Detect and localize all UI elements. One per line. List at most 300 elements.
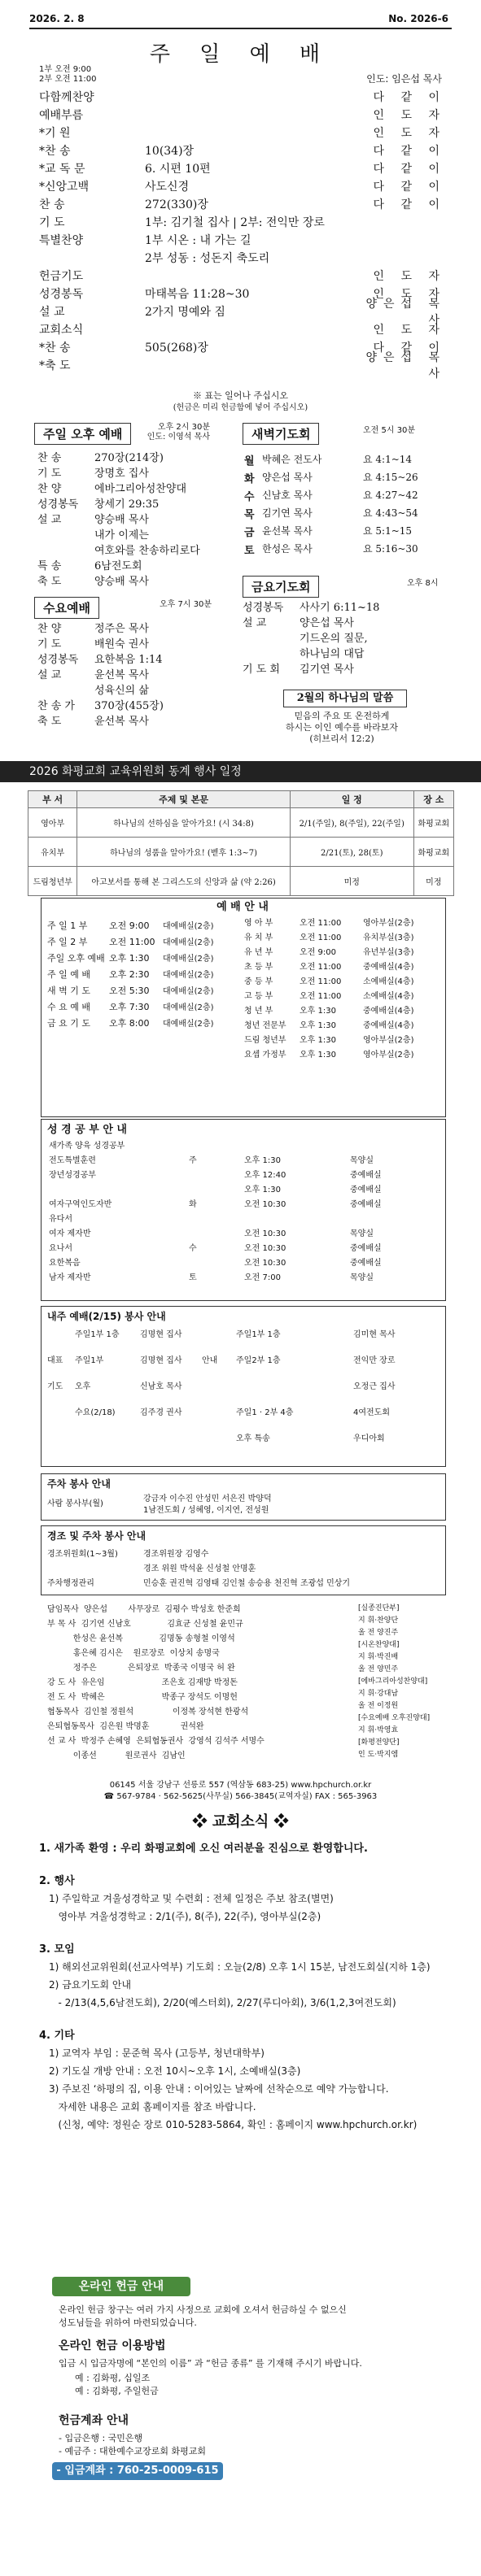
edu-cell: 하나님의 선하심을 알아가요! (시 34:8) [77,808,291,838]
study-place: 중예배실 [350,1244,382,1253]
parking-line-2: 1남전도회 / 성혜영, 이지연, 전성원 [143,1506,269,1515]
schedule-dept-place: 소예배실(4층) [363,992,414,1001]
item-value: 사사기 6:11~18 [300,602,380,614]
evening-presider: 인도: 이영석 목사 [146,433,210,442]
item-value: 내가 이제는 [94,529,149,542]
study-name: 요나서 [49,1244,72,1253]
schedule-time: 오후 7:30 [109,1002,150,1012]
vol-cell: 주일2부 1층 [236,1356,281,1365]
item-value: 윤선복 목사 [94,669,149,681]
wednesday-title: 수요예배 [34,597,99,619]
list-item [37,449,225,464]
staff-right-line: 지 휘·강대남 [358,1690,399,1698]
schedule-place: 대예배실(2층) [163,971,214,980]
edu-table [28,790,454,896]
item-value: 성육신의 삶 [94,685,149,697]
wednesday-time: 오후 7시 30분 [160,600,212,609]
order-leader: 인 도 자 [373,109,446,122]
order-leader: 다 같 이 [373,91,446,104]
list-item [37,480,225,495]
order-detail: 1부: 김기철 집사 | 2부: 전익만 장로 [145,216,325,229]
study-place: 목양실 [350,1229,374,1238]
edu-row [28,808,454,838]
list-item [37,635,225,651]
study-time: 오전 10:30 [244,1244,286,1253]
parking-line-1: 강금자 이수진 안성민 서은진 박양덕 [143,1495,272,1503]
study-time: 오전 10:30 [244,1229,286,1238]
online-how-title: 온라인 헌금 이용방법 [59,2339,166,2352]
study-time: 오전 10:30 [244,1200,286,1209]
address-line-2: ☎ 567-9784 · 562-5625(사무실) 566-3845(교역자실) FAX : 565-3963 [103,1792,378,1801]
list-item [37,495,225,511]
item-key: 설 교 [37,669,62,681]
schedule-dept-place: 유치부실(3층) [363,933,414,942]
item-value: 김기연 목사 [300,664,354,676]
item-key [37,542,94,557]
staff-right-line: 인 도·박지엠 [358,1751,399,1759]
order-leader: 다 같 이 [373,163,446,176]
study-place: 목양실 [350,1156,374,1165]
order-row [39,213,446,231]
vol-cell: 김명현 집사 [140,1330,182,1339]
news-line: 3) 주보진 ‘하평의 집, 이용 안내 : 이어있는 날짜에 선착순으로 예약 가능합니다. [49,2083,389,2095]
schedule-name: 수 요 예 배 [47,1002,90,1012]
order-detail: 사도신경 [145,181,190,194]
page-title: 주 일 예 배 [149,42,332,67]
schedule-dept-time: 오전 11:00 [300,992,342,1001]
study-name: 남자 제자반 [49,1273,91,1282]
item-key: 설 교 [243,617,267,629]
item-value: 기드온의 질문, [300,633,368,645]
vol-cell: 우디아회 [353,1434,385,1443]
news-line: 1) 교역자 부임 : 문준혁 목사 (고등부, 청년대학부) [49,2047,265,2059]
news-line: 영아부 겨울성경학교 : 2/1(주), 8(주), 22(주), 영아부실(2층) [49,1911,321,1922]
item-key [37,526,94,542]
study-day: 토 [189,1273,197,1282]
study-time: 오후 1:30 [244,1186,281,1194]
vol-cell: 대표 [47,1356,63,1365]
dawn-day: 토 [244,545,255,557]
cook-value: 민승훈 권진혁 김영태 김인철 송승용 천진혁 조광섭 민상기 [143,1579,351,1588]
order-label: *찬 송 [39,145,71,158]
online-intro-2: 성도님들을 위하여 마련되었습니다. [59,2317,197,2328]
item-key: 축 도 [37,716,62,728]
list-item [243,645,430,660]
parking-title: 주차 봉사 안내 [47,1478,111,1490]
vol-cell: 김미현 목사 [353,1330,396,1339]
friday-title: 금요기도회 [243,576,319,598]
item-value: 양은섭 목사 [300,617,354,629]
schedule-name: 주일 오후 예배 [47,953,105,964]
news-line: 1) 해외선교위원회(선교사역부) 기도회 : 오늘(2/8) 오후 1시 15분, 남전도회실(지하 1층) [49,1961,431,1973]
schedule-dept-place: 영아부실(2층) [363,919,414,928]
vol-cell: 오후 [75,1382,91,1391]
vol-cell: 주일1부 1층 [236,1330,281,1339]
order-leader: 인 도 자 [373,324,446,337]
item-key: 기 도 [37,468,62,480]
order-detail: 2가지 명예와 짐 [145,306,225,319]
schedule-dept-time: 오후 1:30 [300,1036,336,1045]
schedule-dept-time: 오후 1:30 [300,1021,336,1030]
news-line: - 2/13(4,5,6남전도회), 2/20(예스터회), 2/27(루디아회), 3/6(1,2,3여전도회) [49,1997,396,2008]
online-how-1: 입금 시 입금자명에 “본인의 이름” 과 “헌금 종류” 를 기재해 주시기 바랍니다. [59,2358,362,2369]
list-item [243,629,430,645]
schedule-time: 오전 9:00 [109,920,150,931]
online-how-3: 예 : 김화평, 주일헌금 [75,2386,159,2396]
staff-right-line: 올 전 양진주 [358,1629,399,1637]
item-key: 찬 양 [37,623,62,635]
news-heading: 2. 행사 [39,1875,75,1887]
schedule-dept-place: 유년부실(3층) [363,948,414,957]
schedule-time: 오후 1:30 [109,953,150,964]
cook-label: 경조위원회(1~3월) [47,1550,118,1559]
dawn-day: 월 [244,455,255,468]
schedule-dept-place: 소예배실(4층) [363,977,414,986]
news-line: 자세한 내용은 교회 홈페이지를 참조 바랍니다. [49,2101,256,2113]
item-key: 설 교 [37,514,62,526]
online-how-2: 예 : 김화평, 십일조 [75,2373,151,2383]
item-value: 요한복음 1:14 [94,654,163,666]
edu-header: 부 서 [28,791,77,808]
staff-right-line: 올 전 이정원 [358,1702,399,1710]
dawn-day: 수 [244,491,255,503]
edu-cell: 드림청년부 [28,867,77,896]
staff-line: 담임목사 양은섭 사무장로 김평수 박성호 한준희 [47,1605,241,1614]
study-place: 목양실 [350,1273,374,1282]
study-place: 중예배실 [350,1186,382,1194]
dawn-preacher: 한성은 목사 [262,543,313,555]
dawn-day: 목 [244,509,255,521]
order-label: 다함께찬양 [39,91,94,104]
study-name: 요한복음 [49,1259,81,1268]
order-row [39,351,446,381]
dawn-day: 화 [244,473,255,485]
list-item [37,464,225,480]
study-name: 새가족 양육 성경공부 [49,1142,125,1151]
news-heading: 3. 모임 [39,1943,75,1956]
order-row [39,249,446,267]
vol-cell: 주일1 · 2부 4층 [236,1408,294,1417]
order-row [39,141,446,159]
item-value: 370장(455장) [94,700,164,712]
schedule-time: 오후 2:30 [109,969,150,980]
order-leader: 양은섭 목사 [365,298,446,327]
item-value: 장명호 집사 [94,468,149,480]
list-item [37,572,225,588]
item-key: 성경봉독 [37,498,79,511]
list-item [37,666,225,681]
edu-cell: 유치부 [28,838,77,867]
parking-label: 사람 봉사부(월) [47,1499,103,1508]
schedule-dept: 요셉 가정부 [244,1051,286,1060]
order-label: 교회소식 [39,324,84,337]
order-label: *기 원 [39,127,71,140]
staff-right-line: [수요예배 오후진양대] [358,1714,431,1722]
schedule-dept-place: 영아부실(2층) [363,1051,414,1060]
order-row [39,195,446,213]
order-leader: 인 도 자 [373,127,446,140]
order-detail: 마태복음 11:28~30 [145,288,250,301]
staff-right-line: 지 휘·찬양단 [358,1617,399,1625]
edu-cell: 2/1(주일), 8(주일), 22(주일) [290,808,413,838]
schedule-dept-time: 오전 11:00 [300,963,342,972]
bulletin-date: 2026. 2. 8 [29,13,85,24]
schedule-dept-place: 중예배실(4층) [363,1021,414,1030]
edu-row [28,867,454,896]
order-note-2: (헌금은 미리 헌금함에 넣어 주십시오) [173,403,308,412]
staff-right-line: 지 휘·박진배 [358,1653,399,1661]
item-key: 축 도 [37,576,62,588]
study-name: 여자구역인도자반 [49,1200,112,1209]
verse-ref: (히브리서 12:2) [309,733,374,744]
order-label: *신앙고백 [39,181,90,194]
vol-cell: 주일1부 [75,1356,104,1365]
staff-line: 선 교 사 박정주 손혜영 은퇴협동권사 강영석 김석주 서명수 [47,1737,265,1746]
schedule-dept-time: 오전 11:00 [300,977,342,986]
edu-row [28,838,454,867]
edu-cell: 화평교회 [413,808,453,838]
staff-line: 이종선 원로권사 김남인 [47,1751,186,1760]
order-row [39,88,446,106]
evening-title: 주일 오후 예배 [34,423,131,445]
study-name: 장년성경공부 [49,1171,96,1180]
item-key: 찬 송 가 [37,700,75,712]
schedule-name: 주 일 2 부 [47,937,88,947]
order-row [39,159,446,177]
list-item [243,598,430,614]
item-key: 찬 송 [37,452,62,464]
item-value: 하나님의 대답 [300,648,365,660]
vol-cell: 전익만 장로 [353,1356,396,1365]
order-row [39,320,446,338]
order-row [39,231,446,249]
staff-line: 협동목사 김인철 정원석 이정복 장석현 한광석 [47,1708,249,1717]
item-value: 정주은 목사 [94,623,149,635]
presider: 인도: 임은섭 목사 [366,73,442,85]
verse-title: 2월의 하나님의 말씀 [283,690,407,707]
order-detail: 6. 시편 10편 [145,163,211,176]
schedule-time: 오전 11:00 [109,937,155,947]
study-day: 주 [189,1156,197,1165]
list-item [37,557,225,572]
schedule-name: 금 요 기 도 [47,1018,90,1029]
dawn-text: 요 5:16~30 [363,543,418,555]
order-label: 찬 송 [39,198,65,211]
study-name: 전도특별훈련 [49,1156,96,1165]
staff-right-line: [화평전양단] [358,1738,400,1747]
list-item [37,526,225,542]
cook-title: 경조 및 주차 봉사 안내 [47,1530,146,1542]
order-leader: 인 도 자 [373,288,446,301]
staff-right-line: 지 휘·박영효 [358,1726,399,1734]
study-time: 오후 12:40 [244,1171,286,1180]
order-leader: 다 같 이 [373,198,446,211]
order-row [39,177,446,195]
edu-cell: 미정 [413,867,453,896]
vol-cell: 수요(2/18) [75,1408,116,1417]
list-item [37,651,225,666]
item-key: 성경봉독 [243,602,284,614]
schedule-dept-place: 중예배실(4층) [363,963,414,972]
evening-time: 오후 2시 30분 [157,423,210,432]
schedule-time: 오전 5:30 [109,986,150,996]
schedule-dept-time: 오후 1:30 [300,1007,336,1016]
schedule-time: 오후 8:00 [109,1018,150,1029]
schedule-dept: 중 등 부 [244,977,273,986]
item-key: 특 송 [37,560,62,572]
bulletin-number: No. 2026-6 [388,13,448,24]
staff-right-line: 올 전 양민주 [358,1665,399,1673]
vol-cell: 김주경 권사 [140,1408,182,1417]
staff-line: 은퇴협동목사 김은원 박명훈 권석완 [47,1722,204,1731]
edu-banner: 2026 화평교회 교육위원회 동계 행사 일정 [0,761,481,782]
item-value: 윤선복 목사 [94,716,149,728]
vol-cell: 안내 [202,1356,218,1365]
order-row [39,267,446,285]
schedule-place: 대예배실(2층) [163,987,214,996]
news-title: ❖ 교회소식 ❖ [192,1813,289,1830]
item-value: 창세기 29:35 [94,498,160,511]
vol-cell: 주일1부 1층 [75,1330,120,1339]
dawn-text: 요 4:27~42 [363,490,418,501]
edu-cell: 영아부 [28,808,77,838]
order-row [39,106,446,124]
vol-title: 내주 예배(2/15) 봉사 안내 [47,1311,166,1322]
edu-header: 장 소 [413,791,453,808]
dawn-text: 요 5:1~15 [363,525,413,537]
online-acct-title: 헌금계좌 안내 [59,2414,129,2427]
order-detail: 2부 성동 : 성돈지 축도리 [145,252,270,265]
address-line-1: 06145 서울 강남구 선릉로 557 (역삼동 683-25) www.hpchurch.or.kr [109,1781,372,1790]
item-value: 6남전도회 [94,560,142,572]
staff-line: 강 도 사 유은임 조은호 김재방 박정돈 [47,1678,238,1687]
list-item [37,697,225,712]
schedule-dept-place: 중예배실(4층) [363,1007,414,1016]
news-line: (신청, 예약: 정원순 장로 010-5283-5864, 확인 : 홈페이지 www.hpchurch.or.kr) [49,2119,418,2130]
dawn-text: 요 4:43~54 [363,507,418,519]
order-label: 설 교 [39,306,65,319]
schedule-dept: 유 치 부 [244,933,273,942]
order-note: ※ 표는 일어나 주십시오 [192,390,289,401]
staff-right-line: [시온찬양대] [358,1641,400,1649]
edu-cell: 미정 [290,867,413,896]
dawn-text: 요 4:1~14 [363,454,413,465]
item-value: 270장(214장) [94,452,164,464]
study-time: 오전 7:00 [244,1273,281,1282]
list-item [37,511,225,526]
study-name: 여자 제자반 [49,1229,91,1238]
order-leader: 다 같 이 [373,145,446,158]
schedule-dept-time: 오전 11:00 [300,933,342,942]
schedule-name: 주 일 1 부 [47,920,88,931]
schedule-dept: 청 년 부 [244,1007,273,1016]
news-line: 2) 기도실 개방 안내 : 오전 10시~오후 1시, 소예배실(3층) [49,2065,301,2077]
item-value: 양승배 목사 [94,514,149,526]
item-value: 여호와를 찬송하리로다 [94,545,200,557]
online-intro-1: 온라인 헌금 창구는 여러 가지 사정으로 교회에 오셔서 헌금하실 수 없으신 [59,2304,347,2315]
news-line: 2) 금요기도회 안내 [49,1979,132,1991]
vol-cell: 오후 특송 [236,1434,270,1443]
order-label: 성경봉독 [39,288,84,301]
online-acct-2: - 예금주 : 대한예수교장로회 화평교회 [59,2446,207,2456]
order-row [39,298,446,327]
order-label: 기 도 [39,216,65,229]
study-time: 오전 10:30 [244,1259,286,1268]
study-day: 수 [189,1244,197,1253]
dawn-time: 오전 5시 30분 [363,426,416,435]
vol-cell: 4여전도회 [353,1408,391,1417]
staff-right-line: [실종진단부] [358,1604,400,1612]
staff-line: 홍은혜 김시은 원로장로 이상치 송명국 [47,1649,220,1658]
edu-cell: 하나님의 성품을 알아가요! (벧후 1:3~7) [77,838,291,867]
schedule-dept: 유 년 부 [244,948,273,957]
staff-line: 전 도 사 박혜은 박종구 장석도 이명헌 [47,1693,238,1702]
schedule-dept: 드림 청년부 [244,1036,286,1045]
order-detail: 505(268)장 [145,342,208,355]
dawn-preacher: 윤선복 목사 [262,525,313,537]
item-key: 성경봉독 [37,654,79,666]
order-detail: 272(330)장 [145,198,208,211]
cook-value: 경조 위원 박석윤 신성철 안명훈 [143,1564,256,1573]
online-acct-number: - 입금계좌 : 760-25-0009-615 [52,2462,223,2480]
cook-value: 경조위원장 김영수 [143,1550,209,1559]
list-item [37,620,225,635]
item-key [243,629,300,645]
order-detail: 10(34)장 [145,145,195,158]
vol-cell: 오정근 집사 [353,1382,396,1391]
item-key: 기 도 [37,638,62,651]
study-place: 중예배실 [350,1200,382,1209]
header-divider [29,28,452,29]
dawn-preacher: 김기연 목사 [262,507,313,519]
list-item [37,712,225,728]
news-heading: 4. 기타 [39,2030,75,2042]
list-item [243,614,430,629]
dawn-preacher: 신남호 목사 [262,490,313,501]
study-time: 오후 1:30 [244,1156,281,1165]
staff-line: 정주은 은퇴장로 박종국 이명국 허 완 [47,1664,235,1673]
schedule-dept-place: 영아부실(2층) [363,1036,414,1045]
staff-line: 한성은 윤선복 김명동 송형철 이영석 [47,1634,235,1643]
verse-line-1: 믿음의 주요 또 온전하게 [294,711,390,721]
schedule-dept: 청년 전문부 [244,1021,286,1030]
schedule-dept-time: 오전 11:00 [300,919,342,928]
study-day: 화 [189,1200,197,1209]
schedule-dept: 초 등 부 [244,963,273,972]
news-heading: 1. 새가족 환영 : 우리 화평교회에 오신 여러분을 진심으로 환영합니다. [39,1843,368,1855]
order-detail: 1부 시온 : 내 가는 길 [145,234,251,247]
item-value: 에바그리아성찬양대 [94,483,187,495]
item-value: 배원숙 권사 [94,638,149,651]
verse-line-2: 하시는 이인 예수를 바라보자 [285,722,398,733]
staff-line: 부 목 사 김기연 신남호 김효균 신성철 윤민규 [47,1620,243,1629]
schedule-place: 대예배실(2층) [163,955,214,964]
study-place: 중예배실 [350,1259,382,1268]
schedule-dept-time: 오후 1:30 [300,1051,336,1060]
online-acct-1: - 입금은행 : 국민은행 [59,2433,143,2443]
dawn-day: 금 [244,527,255,539]
list-item [37,681,225,697]
vol-cell: 신남호 목사 [140,1382,182,1391]
study-name: 유다서 [49,1215,72,1224]
cook-label: 주차행정관리 [47,1579,94,1588]
schedule-dept: 영 아 부 [244,919,273,928]
order-label: 예배부름 [39,109,84,122]
item-key [243,645,300,660]
online-banner: 온라인 헌금 안내 [52,2277,190,2296]
order-label: *축 도 [39,359,71,372]
item-value: 양승배 목사 [94,576,149,588]
